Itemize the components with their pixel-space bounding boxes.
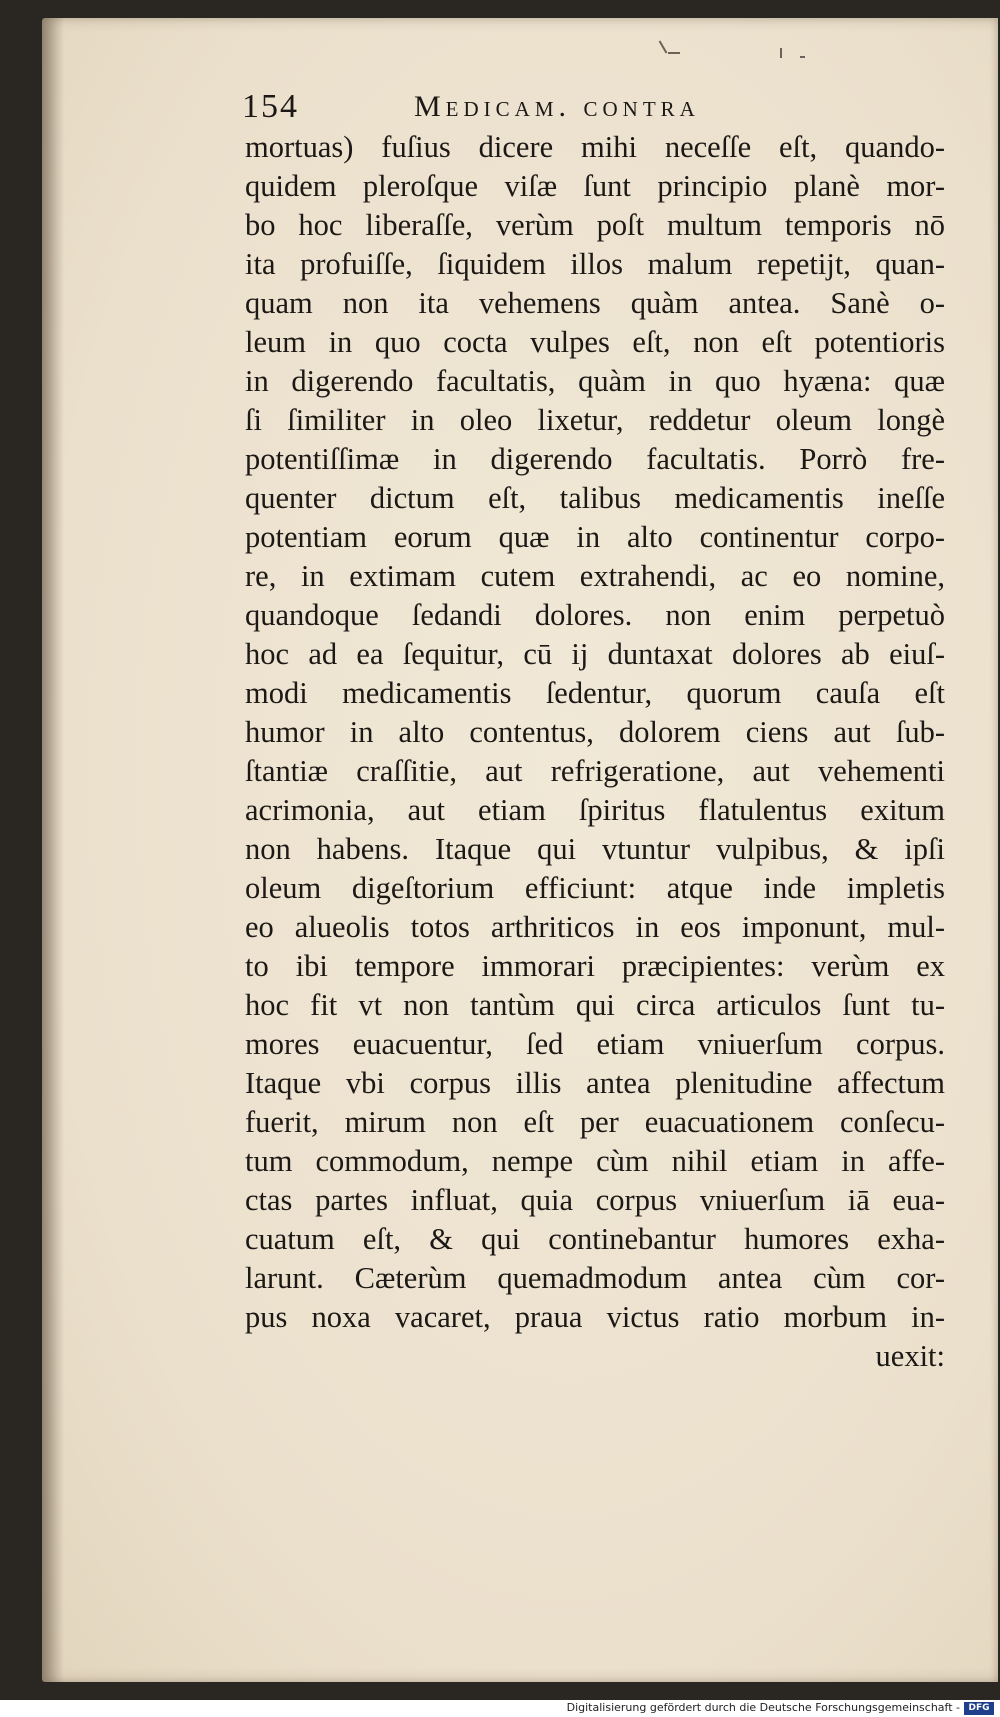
text-line: eo alueolis totos arthriticos in eos imponunt, mul-	[245, 910, 945, 944]
ink-mark	[668, 52, 680, 54]
text-line: to ibi tempore immorari præcipientes: verùm ex	[245, 949, 945, 983]
footer-credit: Digitalisierung gefördert durch die Deutsche Forschungsgemeinschaft -	[566, 1701, 960, 1714]
text-line: modi medicamentis ſedentur, quorum cauſa eſt	[245, 676, 945, 710]
text-line: tum commodum, nempe cùm nihil etiam in affe-	[245, 1144, 945, 1178]
ink-mark	[800, 56, 805, 58]
text-line: re, in extimam cutem extrahendi, ac eo nomine,	[245, 559, 945, 593]
text-line: quidem pleroſque viſæ ſunt principio planè mor-	[245, 169, 945, 203]
text-line: ita profuiſſe, ſiquidem illos malum repetijt, quan-	[245, 247, 945, 281]
text-line: potentiſſimæ in digerendo facultatis. Porrò fre-	[245, 442, 945, 476]
text-line: bo hoc liberaſſe, verùm poſt multum temporis nō	[245, 208, 945, 242]
text-line: potentiam eorum quæ in alto continentur corpo-	[245, 520, 945, 554]
text-line: ſi ſimiliter in oleo lixetur, reddetur oleum longè	[245, 403, 945, 437]
catchword: uexit:	[875, 1339, 945, 1373]
text-line: hoc ad ea ſequitur, cū ij duntaxat dolores ab eiuſ-	[245, 637, 945, 671]
ink-mark	[780, 48, 782, 58]
text-line: ſtantiæ craſſitie, aut refrigeratione, aut vehementi	[245, 754, 945, 788]
text-line: non habens. Itaque qui vtuntur vulpibus, & ipſi	[245, 832, 945, 866]
text-line: humor in alto contentus, dolorem ciens aut ſub-	[245, 715, 945, 749]
text-line: acrimonia, aut etiam ſpiritus flatulentus exitum	[245, 793, 945, 827]
text-line: quandoque ſedandi dolores. non enim perpetuò	[245, 598, 945, 632]
text-line: pus noxa vacaret, praua victus ratio morbum in-	[245, 1300, 945, 1334]
text-line: larunt. Cæterùm quemadmodum antea cùm cor-	[245, 1261, 945, 1295]
text-line: quam non ita vehemens quàm antea. Sanè o-	[245, 286, 945, 320]
gutter-shadow	[42, 18, 64, 1682]
text-line: oleum digeſtorium efficiunt: atque inde impletis	[245, 871, 945, 905]
running-title: Medicam. contra	[414, 90, 700, 123]
text-line: cuatum eſt, & qui continebantur humores exha-	[245, 1222, 945, 1256]
text-line: mores euacuentur, ſed etiam vniuerſum corpus.	[245, 1027, 945, 1061]
text-line: in digerendo facultatis, quàm in quo hyæna: quæ	[245, 364, 945, 398]
text-line: ctas partes influat, quia corpus vniuerſum iā eua-	[245, 1183, 945, 1217]
text-line: fuerit, mirum non eſt per euacuationem conſecu-	[245, 1105, 945, 1139]
footer-bar	[0, 1700, 1000, 1717]
text-line: quenter dictum eſt, talibus medicamentis ineſſe	[245, 481, 945, 515]
body-text	[245, 128, 945, 1376]
text-line: hoc fit vt non tantùm qui circa articulos ſunt tu-	[245, 988, 945, 1022]
folio-number: 154	[242, 88, 299, 125]
text-line: Itaque vbi corpus illis antea plenitudine affectum	[245, 1066, 945, 1100]
text-line: leum in quo cocta vulpes eſt, non eſt potentioris	[245, 325, 945, 359]
dfg-logo: DFG	[964, 1702, 994, 1715]
text-line: mortuas) fuſius dicere mihi neceſſe eſt, quando-	[245, 130, 945, 164]
